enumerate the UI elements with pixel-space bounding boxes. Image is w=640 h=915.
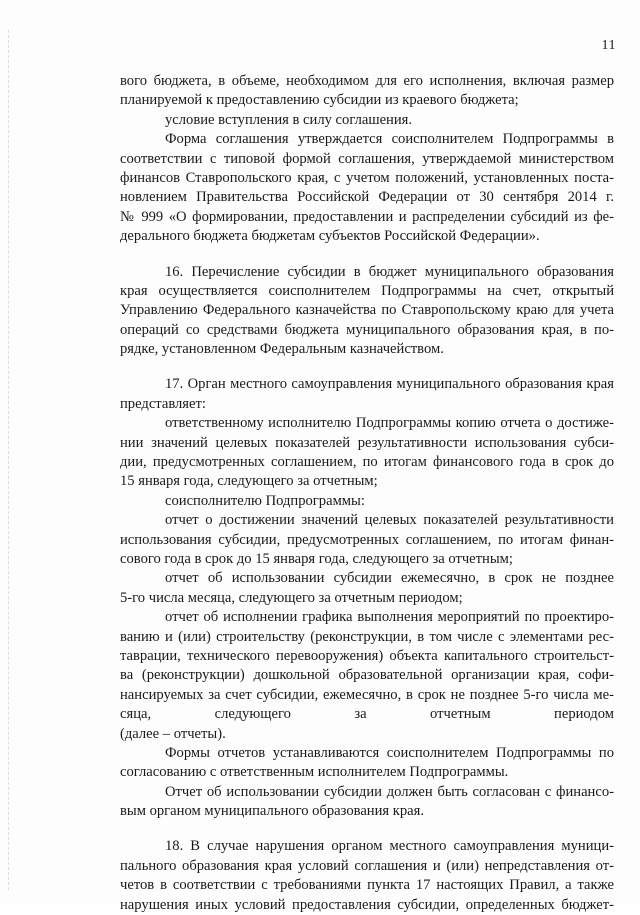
text-line: (далее – отчеты).: [120, 725, 226, 742]
paragraph: [120, 492, 614, 511]
text-line: края осуществляется соисполнителем Подпрограммы на счет, открытый: [120, 282, 614, 299]
text-line: соответствии с типовой формой соглашения, утверждаемой министерством: [120, 150, 614, 167]
text-line: использования субсидии, предусмотренных соглашением, по итогам финан-: [120, 531, 614, 548]
text-line: рядке, установленном Федеральным казначейством.: [120, 341, 444, 358]
scan-margin-line: [8, 30, 9, 890]
paragraph: [120, 608, 614, 744]
text-line: согласованию с ответственным исполнителем Подпрограммы.: [120, 764, 509, 781]
text-line: операций со средствами бюджета муниципального образования края, в по-: [120, 321, 614, 338]
text-line: 17. Орган местного самоуправления муниципального образования края: [165, 376, 614, 393]
text-line: новлением Правительства Российской Федерации от 30 сентября 2014 г.: [120, 189, 614, 206]
paragraph-gap: [120, 821, 614, 837]
text-line: нии значений целевых показателей результативности использования субси-: [120, 434, 614, 451]
text-line: № 999 «О формировании, предоставлении и распределении субсидий из фе-: [120, 208, 614, 225]
paragraph: [120, 414, 614, 492]
paragraph: [120, 111, 614, 130]
text-line: четов в соответствии с требованиями пункта 17 настоящих Правил, а также: [120, 877, 614, 894]
text-line: 18. В случае нарушения органом местного самоуправления муници-: [165, 838, 614, 855]
text-line: Формы отчетов устанавливаются соисполнителем Подпрограммы по: [165, 744, 614, 761]
text-line: 15 января года, следующего за отчетным;: [120, 473, 378, 490]
text-line: пального образования края условий соглашения и (или) непредставления от-: [120, 857, 614, 874]
text-line: дии, предусмотренных соглашением, по итогам финансового года в срок до: [120, 454, 614, 471]
text-line: сяца, следующего за отчетным периодом: [120, 706, 614, 723]
paragraph: [120, 744, 614, 783]
paragraph: [120, 511, 614, 569]
text-line: ванию и (или) строительству (реконструкции, в том числе с элементами рес-: [120, 628, 614, 645]
text-line: Управлению Федерального казначейства по Ставропольскому краю для учета: [120, 302, 614, 319]
text-line: нарушения иных условий предоставления субсидии, определенных бюджет-: [120, 896, 614, 913]
text-line: отчет об исполнении графика выполнения мероприятий по проектиро-: [165, 609, 614, 626]
text-line: дерального бюджета бюджетам субъектов Российской Федерации».: [120, 228, 540, 245]
text-line: отчет о достижении значений целевых показателей результативности: [165, 512, 614, 529]
paragraph: [120, 783, 614, 822]
paragraph: [120, 72, 614, 111]
text-line: 16. Перечисление субсидии в бюджет муниципального образования: [165, 263, 614, 280]
text-line: вого бюджета, в объеме, необходимом для его исполнения, включая размер: [120, 73, 614, 89]
text-line: Отчет об использовании субсидии должен быть согласован с финансо-: [165, 783, 614, 800]
paragraph: [120, 837, 614, 915]
paragraph-gap: [120, 247, 614, 263]
paragraph: [120, 569, 614, 608]
text-line: отчет об использовании субсидии ежемесячно, в срок не позднее: [165, 570, 614, 587]
paragraph-gap: [120, 359, 614, 375]
paragraph: [120, 263, 614, 360]
text-line: 5-го числа месяца, следующего за отчетным периодом;: [120, 589, 463, 606]
text-line: нансируемых за счет субсидии, ежемесячно, в срок не позднее 5-го числа ме-: [120, 686, 614, 703]
text-line: представляет:: [120, 395, 206, 412]
text-line: сового года в срок до 15 января года, следующего за отчетным;: [120, 550, 513, 567]
document-body: [120, 72, 614, 915]
paragraph: [120, 375, 614, 414]
page-number: 11: [601, 38, 616, 53]
text-line: вым органом муниципального образования края.: [120, 803, 425, 820]
text-line: финансов Ставропольского края, с учетом положений, установленных поста-: [120, 169, 614, 186]
paragraph: [120, 130, 614, 246]
text-line: таврации, технического перевооружения) объекта капитального строительст-: [120, 647, 614, 664]
text-line: ответственному исполнителю Подпрограммы копию отчета о достиже-: [165, 415, 614, 432]
text-line: Форма соглашения утверждается соисполнителем Подпрограммы в: [165, 131, 614, 148]
text-line: условие вступления в силу соглашения.: [165, 111, 413, 128]
text-line: ва (реконструкции) дошкольной образовательной организации края, софи-: [120, 667, 614, 684]
text-line: соисполнителю Подпрограммы:: [165, 492, 365, 509]
text-line: планируемой к предоставлению субсидии из краевого бюджета;: [120, 92, 519, 109]
